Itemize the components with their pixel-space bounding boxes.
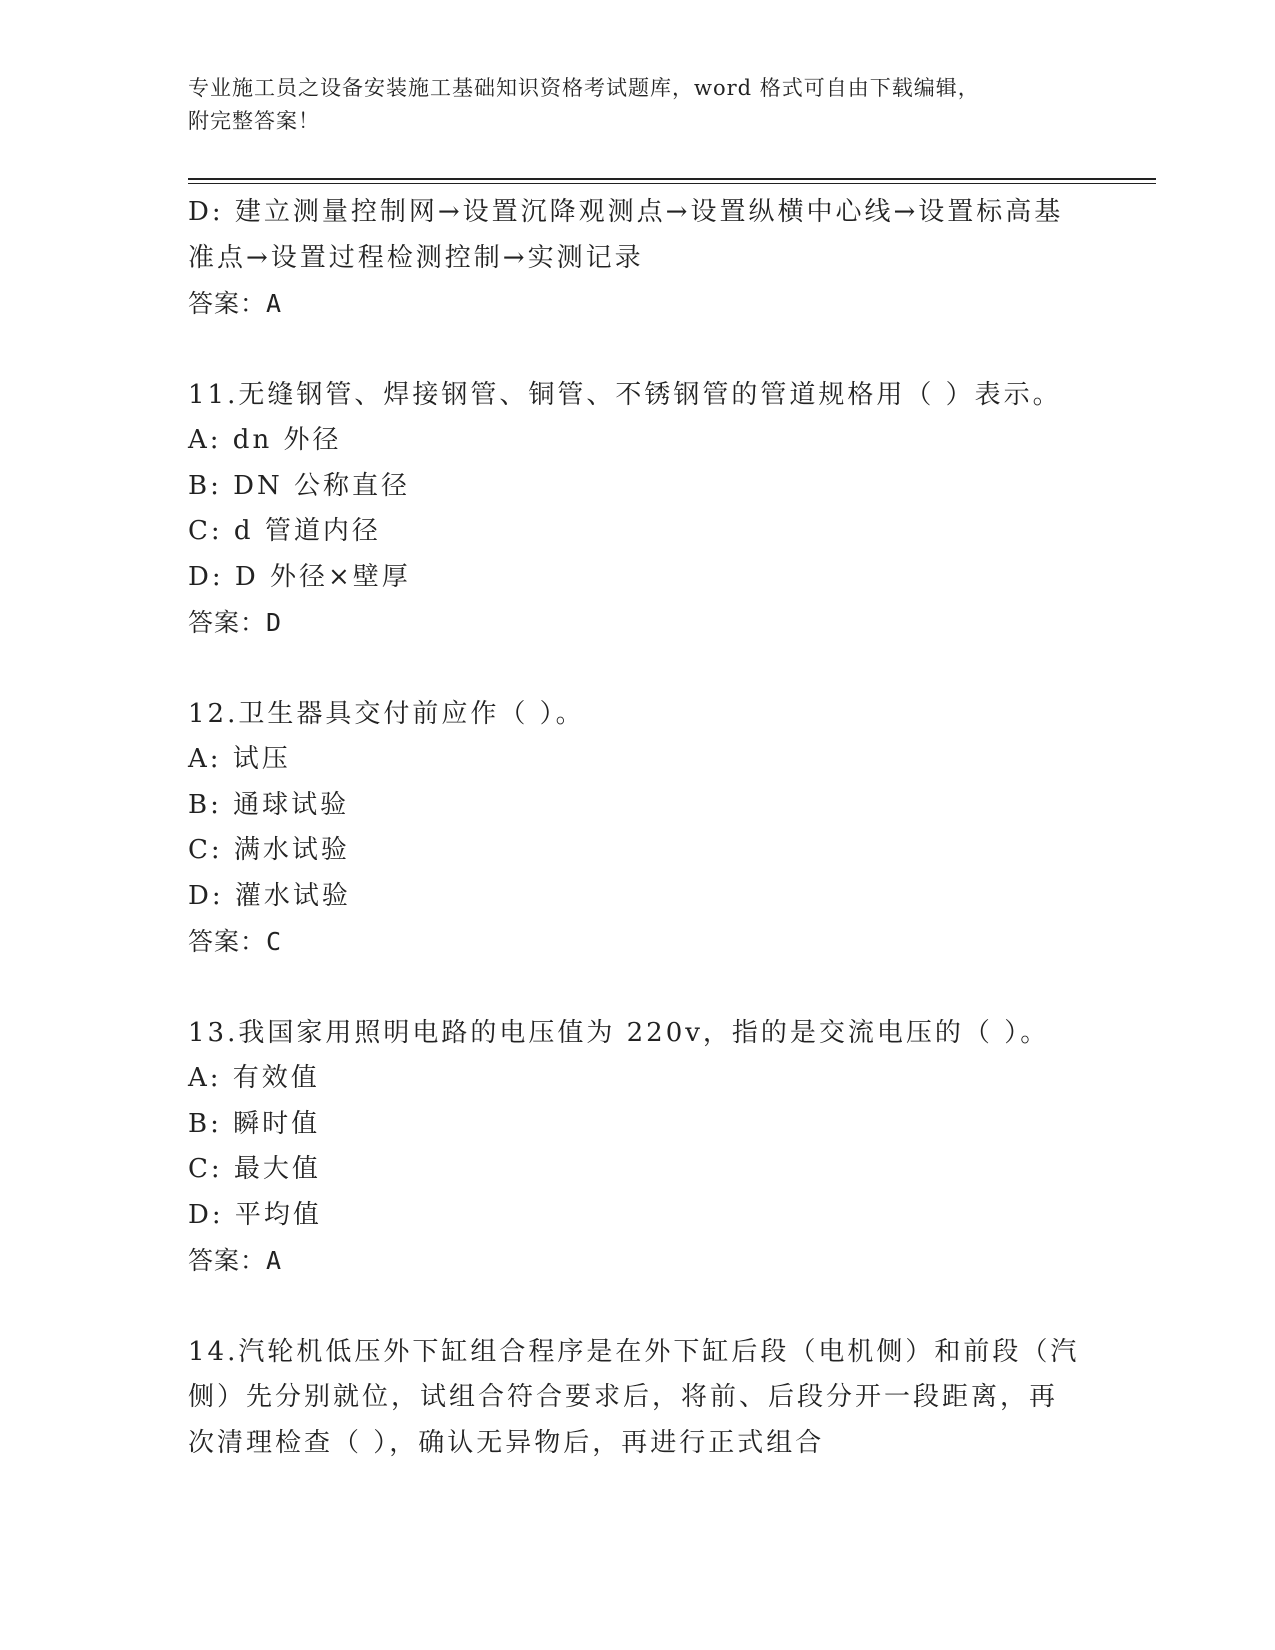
question-stem: 13.我国家用照明电路的电压值为 220v，指的是交流电压的（ ）。 bbox=[188, 1017, 1050, 1048]
header-line-1: 专业施工员之设备安装施工基础知识资格考试题库，word 格式可自由下载编辑， bbox=[188, 76, 980, 100]
question-stem-continued: 次清理检查（ ），确认无异物后，再进行正式组合 bbox=[188, 1427, 825, 1458]
question-14 bbox=[188, 1330, 1088, 1467]
option-d-continued: 准点→设置过程检测控制→实测记录 bbox=[188, 242, 644, 273]
option-c: C: 满水试验 bbox=[188, 835, 350, 865]
option-a: A: dn 外径 bbox=[188, 425, 342, 455]
option-d: D: D 外径×壁厚 bbox=[188, 561, 411, 592]
option-b: B: 通球试验 bbox=[188, 789, 350, 820]
question-11 bbox=[188, 373, 1088, 646]
header-line-2: 附完整答案！ bbox=[188, 109, 320, 133]
option-d: D: 建立测量控制网→设置沉降观测点→设置纵横中心线→设置标高基 bbox=[188, 197, 1064, 227]
option-c: C: d 管道内径 bbox=[188, 516, 381, 546]
question-stem: 14.汽轮机低压外下缸组合程序是在外下缸后段（电机侧）和前段（汽 bbox=[188, 1336, 1080, 1367]
header-divider bbox=[188, 178, 1156, 184]
option-d: D: 灌水试验 bbox=[188, 880, 351, 911]
option-b: B: 瞬时值 bbox=[188, 1108, 321, 1139]
page-header bbox=[188, 72, 1088, 138]
answer-line: 答案：A bbox=[188, 1246, 283, 1275]
previous-question-tail bbox=[188, 190, 1088, 327]
answer-line: 答案：A bbox=[188, 289, 283, 318]
question-stem: 11.无缝钢管、焊接钢管、铜管、不锈钢管的管道规格用（ ）表示。 bbox=[188, 379, 1062, 410]
option-a: A: 试压 bbox=[188, 744, 291, 774]
answer-line: 答案：C bbox=[188, 927, 283, 956]
question-stem-continued: 侧）先分别就位，试组合符合要求后，将前、后段分开一段距离，再 bbox=[188, 1382, 1059, 1412]
question-stem: 12.卫生器具交付前应作（ ）。 bbox=[188, 698, 585, 729]
option-b: B: DN 公称直径 bbox=[188, 470, 410, 501]
option-a: A: 有效值 bbox=[188, 1063, 320, 1093]
question-13 bbox=[188, 1011, 1088, 1284]
document-body bbox=[188, 190, 1088, 1466]
option-d: D: 平均值 bbox=[188, 1199, 322, 1230]
answer-line: 答案：D bbox=[188, 608, 283, 637]
option-c: C: 最大值 bbox=[188, 1154, 321, 1184]
question-12 bbox=[188, 692, 1088, 965]
